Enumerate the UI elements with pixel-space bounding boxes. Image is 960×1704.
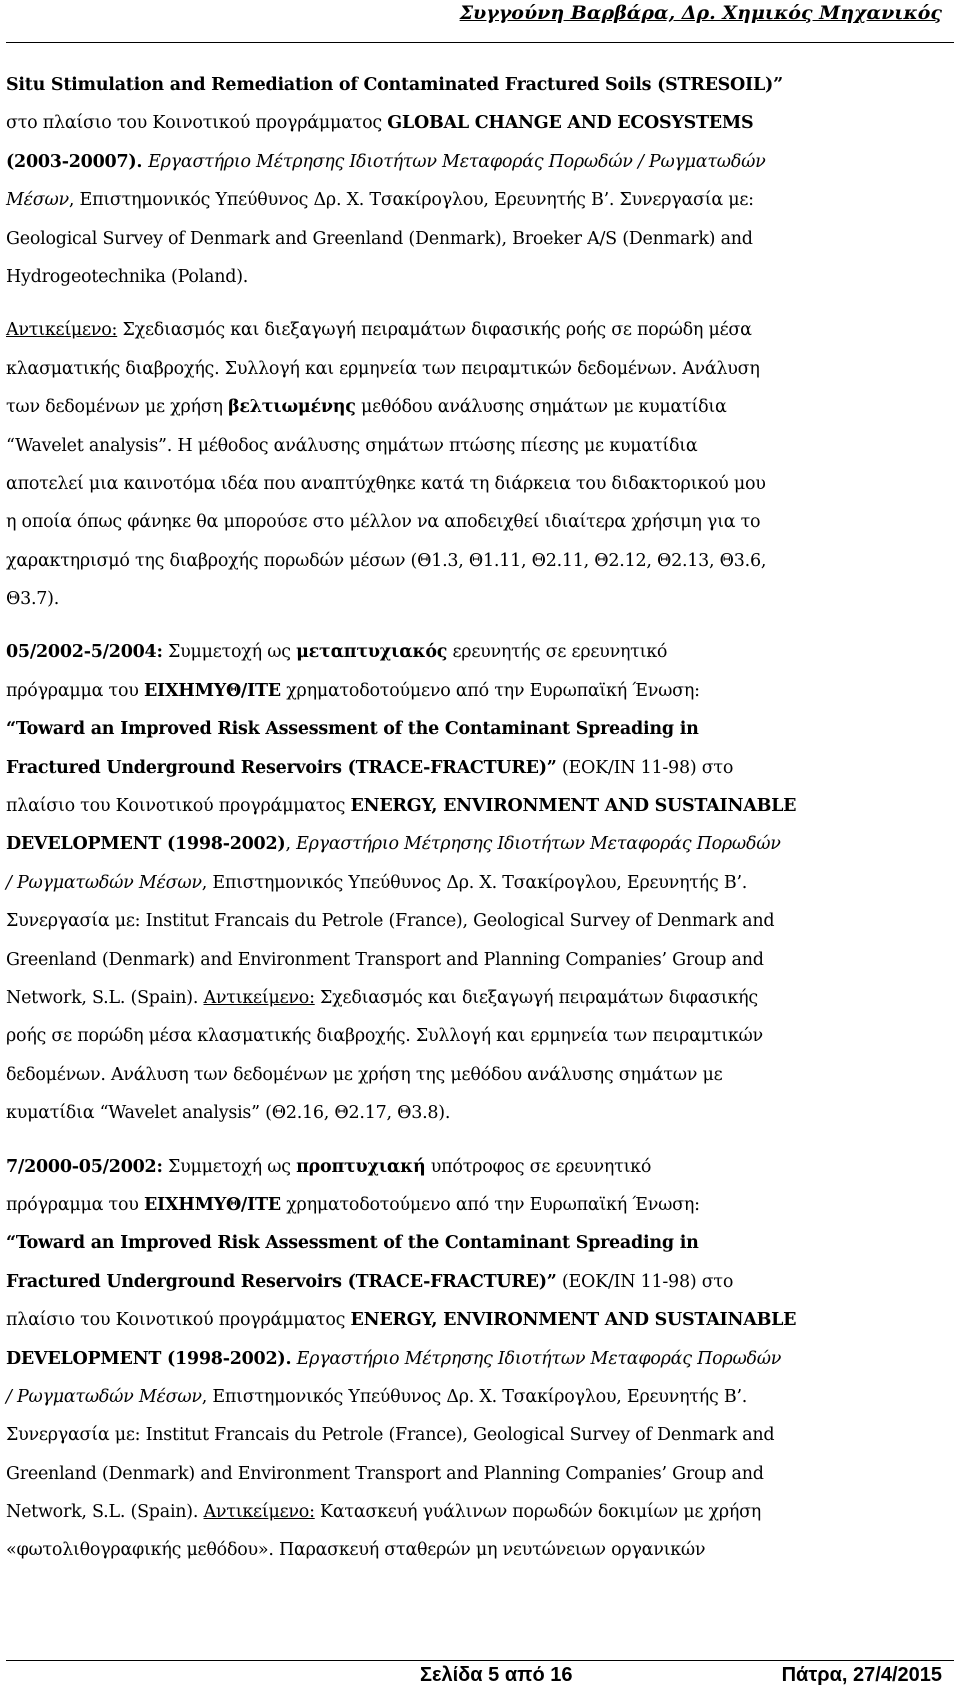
text-line <box>6 825 954 863</box>
lab-name: Εργαστήριο Μέτρησης Ιδιοτήτων Μεταφοράς Πορωδών <box>296 834 781 855</box>
project-period: (2003-20007). <box>6 151 149 172</box>
text-run: χρηματοδοτούμενο από την Ευρωπαϊκή Ένωση: <box>280 1194 700 1215</box>
text-run: μεθόδου ανάλυσης σημάτων με κυματίδια <box>355 397 727 418</box>
objective-label: Αντικείμενο: <box>6 320 118 341</box>
text-run: χρηματοδοτούμενο από την Ευρωπαϊκή Ένωση: <box>280 680 700 701</box>
text-line: Geological Survey of Denmark and Greenland (Denmark), Broeker A/S (Denmark) and <box>6 228 753 249</box>
institute-name: ΕΙΧΗΜΥΘ/ΙΤΕ <box>143 680 281 701</box>
page-number: Σελίδα 5 από 16 <box>420 1664 573 1686</box>
text-run: πρόγραμμα του <box>6 1194 144 1215</box>
text-line <box>6 1493 954 1531</box>
text-line: ροής σε πορώδη μέσα κλασματικής διαβροχής. Συλλογή και ερμηνεία των πειραμτικών <box>6 1026 763 1047</box>
text-run: Συμμετοχή ως <box>162 642 297 663</box>
text-run: Κατασκευή γυάλινων πορωδών δοκιμίων με χρήση <box>314 1502 762 1523</box>
text-line <box>6 864 954 902</box>
text-run: , Επιστημονικός Υπεύθυνος Δρ. Χ. Τσακίρογλου, Ερευνητής Β’. <box>201 872 748 893</box>
text-line: αποτελεί μια καινοτόμα ιδέα που αναπτύχθηκε κατά τη διάρκεια του διδακτορικού μου <box>6 473 766 494</box>
paragraph-stresoil <box>6 66 954 296</box>
lab-name: / Ρωγματωδών Μέσων <box>6 872 202 893</box>
lab-name: Μέσων <box>6 190 69 211</box>
text-run: Σχεδιασμός και διεξαγωγή πειραμάτων διφασικής <box>314 987 758 1008</box>
text-line <box>6 1186 954 1224</box>
text-run: Network, S.L. (Spain). <box>6 1502 204 1523</box>
text-line <box>6 1148 954 1186</box>
text-line: Συνεργασία με: Institut Francais du Petrole (France), Geological Survey of Denmark and <box>6 1425 775 1446</box>
document-body <box>6 66 954 1570</box>
text-run: ερευνητής σε ερευνητικό <box>447 642 668 663</box>
text-line: Hydrogeotechnika (Poland). <box>6 266 249 287</box>
program-name: DEVELOPMENT (1998-2002) <box>6 834 286 855</box>
page-header-author: Συγγούνη Βαρβάρα, Δρ. Χημικός Μηχανικός <box>459 2 942 24</box>
footer-divider <box>6 1660 954 1661</box>
program-name: ENERGY, ENVIRONMENT AND SUSTAINABLE <box>350 796 797 817</box>
period-label: 05/2002-5/2004: <box>6 642 163 663</box>
paragraph-trace-fracture-2000 <box>6 1148 954 1570</box>
text-line <box>6 672 954 710</box>
text-line <box>6 181 954 219</box>
role-text: μεταπτυχιακός <box>296 642 448 663</box>
period-label: 7/2000-05/2002: <box>6 1156 163 1177</box>
text-line: κλασματικής διαβροχής. Συλλογή και ερμηνεία των πειραμτικών δεδομένων. Ανάλυση <box>6 358 760 379</box>
text-run: πλαίσιο του Κοινοτικού προγράμματος <box>6 1310 351 1331</box>
text-line: χαρακτηρισμό της διαβροχής πορωδών μέσων (Θ1.3, Θ1.11, Θ2.11, Θ2.12, Θ2.13, Θ3.6, <box>6 550 767 571</box>
place-date: Πάτρα, 27/4/2015 <box>781 1664 942 1686</box>
text-line <box>6 633 954 671</box>
text-line <box>6 104 954 142</box>
project-title: Fractured Underground Reservoirs (TRACE-FRACTURE)” <box>6 1271 557 1292</box>
paragraph-gap <box>6 618 954 633</box>
lab-name: / Ρωγματωδών Μέσων <box>6 1386 202 1407</box>
emphasis-text: βελτιωμένης <box>228 397 356 418</box>
text-run: (ΕΟΚ/IN 11-98) στο <box>556 757 734 778</box>
text-line: «φωτολιθογραφικής μεθόδου». Παρασκευή σταθερών μη νευτώνειων οργανικών <box>6 1540 706 1561</box>
text-run: Network, S.L. (Spain). <box>6 987 204 1008</box>
text-line: Situ Stimulation and Remediation of Contaminated Fractured Soils (STRESOIL)” <box>6 75 783 95</box>
objective-label: Αντικείμενο: <box>203 987 315 1008</box>
text-run: πρόγραμμα του <box>6 680 144 701</box>
text-run: Συμμετοχή ως <box>162 1156 297 1177</box>
project-title: “Toward an Improved Risk Assessment of the Contaminant Spreading in <box>6 1233 699 1254</box>
text-line <box>6 787 954 825</box>
text-line: Συνεργασία με: Institut Francais du Petrole (France), Geological Survey of Denmark and <box>6 911 775 932</box>
paragraph-gap <box>6 296 954 311</box>
text-line <box>6 1263 954 1301</box>
text-run: των δεδομένων με χρήση <box>6 397 228 418</box>
lab-name: Εργαστήριο Μέτρησης Ιδιοτήτων Μεταφοράς Πορωδών / Ρωγματωδών <box>148 151 766 172</box>
text-line: η οποία όπως φάνηκε θα μπορούσε στο μέλλον να αποδειχθεί ιδιαίτερα χρήσιμη για το <box>6 512 761 533</box>
text-line: δεδομένων. Ανάλυση των δεδομένων με χρήση της μεθόδου ανάλυσης σημάτων με <box>6 1064 723 1085</box>
text-run: (ΕΟΚ/IN 11-98) στο <box>556 1271 734 1292</box>
paragraph-objective-stresoil <box>6 311 954 618</box>
text-line <box>6 388 954 426</box>
text-run: Σχεδιασμός και διεξαγωγή πειραμάτων διφασικής ροής σε πορώδη μέσα <box>117 320 752 341</box>
text-run: , Επιστημονικός Υπεύθυνος Δρ. Χ. Τσακίρογλου, Ερευνητής Β’. <box>201 1386 748 1407</box>
project-title: “Toward an Improved Risk Assessment of the Contaminant Spreading in <box>6 719 699 740</box>
text-line <box>6 1340 954 1378</box>
program-name: DEVELOPMENT (1998-2002). <box>6 1348 292 1369</box>
project-title: Fractured Underground Reservoirs (TRACE-FRACTURE)” <box>6 757 557 778</box>
text-line: “Wavelet analysis”. Η μέθοδος ανάλυσης σημάτων πτώσης πίεσης με κυματίδια <box>6 435 698 456</box>
text-line: Greenland (Denmark) and Environment Transport and Planning Companies’ Group and <box>6 949 764 970</box>
paragraph-gap <box>6 1133 954 1148</box>
paragraph-trace-fracture-2002 <box>6 633 954 1132</box>
text-line: Θ3.7). <box>6 589 60 610</box>
text-line <box>6 1378 954 1416</box>
text-line <box>6 311 954 349</box>
text-run: , Επιστημονικός Υπεύθυνος Δρ. Χ. Τσακίρογλου, Ερευνητής Β’. Συνεργασία με: <box>68 190 754 211</box>
text-line <box>6 1301 954 1339</box>
program-name: GLOBAL CHANGE AND ECOSYSTEMS <box>387 113 754 134</box>
objective-label: Αντικείμενο: <box>203 1502 315 1523</box>
role-text: προπτυχιακή <box>296 1156 426 1177</box>
text-run: πλαίσιο του Κοινοτικού προγράμματος <box>6 796 351 817</box>
institute-name: ΕΙΧΗΜΥΘ/ΙΤΕ <box>143 1194 281 1215</box>
lab-name: Εργαστήριο Μέτρησης Ιδιοτήτων Μεταφοράς Πορωδών <box>296 1348 782 1369</box>
text-line <box>6 749 954 787</box>
text-run: στο πλαίσιο του Κοινοτικού προγράμματος <box>6 113 388 134</box>
text-run: , <box>285 834 297 855</box>
text-line: Greenland (Denmark) and Environment Transport and Planning Companies’ Group and <box>6 1463 764 1484</box>
header-divider <box>6 42 954 43</box>
text-line: κυματίδια “Wavelet analysis” (Θ2.16, Θ2.17, Θ3.8). <box>6 1103 451 1124</box>
text-line <box>6 979 954 1017</box>
text-line <box>6 143 954 181</box>
program-name: ENERGY, ENVIRONMENT AND SUSTAINABLE <box>350 1310 797 1331</box>
text-run: υπότροφος σε ερευνητικό <box>425 1156 652 1177</box>
